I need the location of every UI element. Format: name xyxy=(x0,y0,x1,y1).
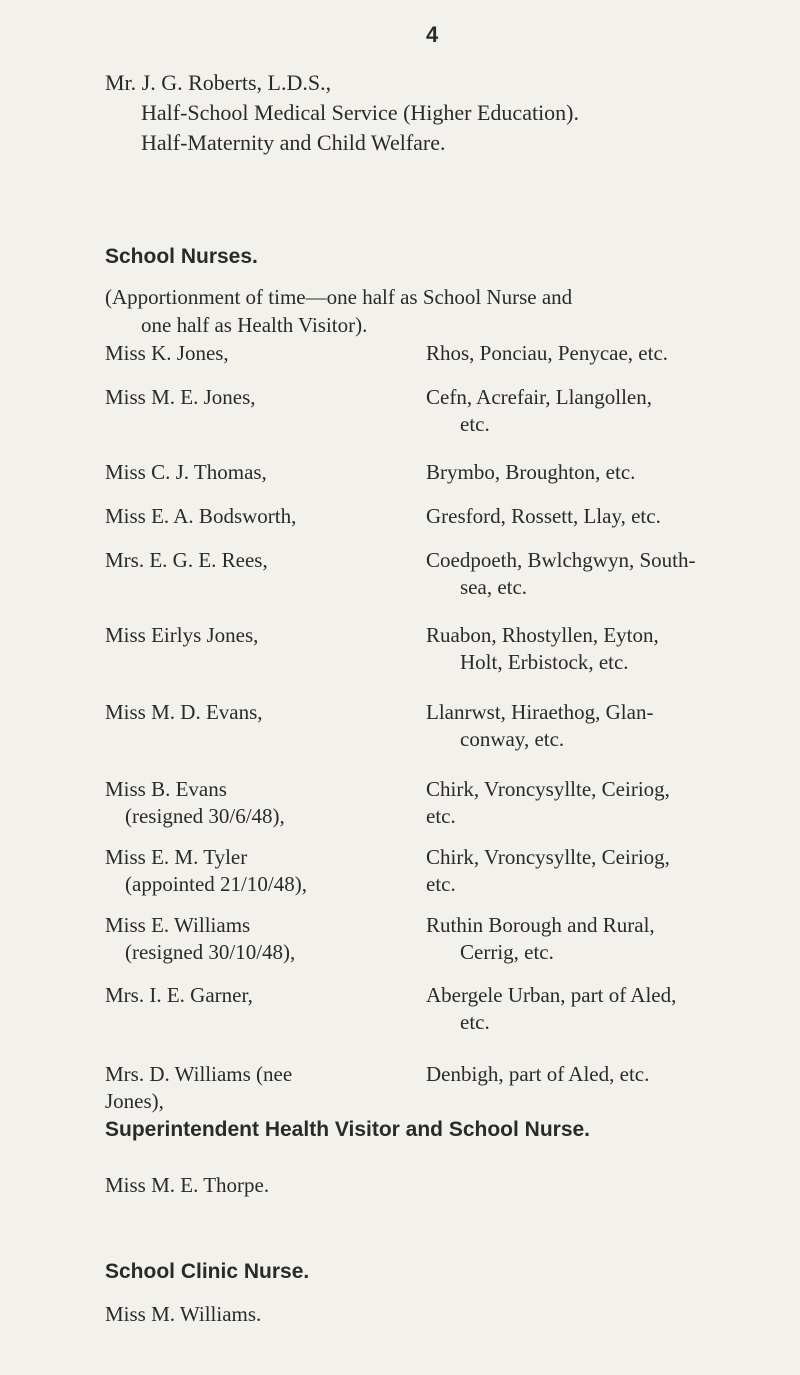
nurse-district-line-2: etc. xyxy=(460,412,490,436)
nurse-district xyxy=(426,384,795,459)
nurse-district-line-1: Chirk, Vroncysyllte, Ceiriog, xyxy=(426,845,670,869)
nurse-district: Denbigh, part of Aled, etc. xyxy=(426,1062,650,1086)
list-item xyxy=(105,699,795,776)
nurse-district-line-2: Cerrig, etc. xyxy=(460,940,554,964)
nurse-district: Brymbo, Broughton, etc. xyxy=(426,460,636,484)
nurse-name xyxy=(105,776,426,844)
nurse-district-line-1: Cefn, Acrefair, Llangollen, xyxy=(426,385,652,409)
superintendent-name: Miss M. E. Thorpe. xyxy=(105,1173,270,1197)
list-item xyxy=(105,384,795,459)
nurse-name xyxy=(105,912,426,982)
nurse-name: Miss C. J. Thomas, xyxy=(105,460,267,484)
nurse-name: Mrs. I. E. Garner, xyxy=(105,983,253,1007)
nurse-name: Miss M. E. Jones, xyxy=(105,385,256,409)
nurse-district xyxy=(426,699,795,776)
list-item xyxy=(105,459,795,503)
nurse-name xyxy=(105,844,426,912)
nurse-district xyxy=(426,912,795,982)
superintendent-heading: Superintendent Health Visitor and School Nurse. xyxy=(105,1118,591,1141)
nurse-district-line-1: Ruthin Borough and Rural, xyxy=(426,913,655,937)
nurse-district xyxy=(426,844,795,912)
nurse-district: Rhos, Ponciau, Penycae, etc. xyxy=(426,341,669,365)
school-nurses-heading: School Nurses. xyxy=(105,245,258,268)
list-item xyxy=(105,622,795,699)
nurse-district-line-2: sea, etc. xyxy=(460,575,528,599)
list-item xyxy=(105,982,795,1061)
list-item xyxy=(105,503,795,547)
list-item xyxy=(105,547,795,622)
nurse-district-line-1: Chirk, Vroncysyllte, Ceiriog, xyxy=(426,777,670,801)
nurse-name: Miss K. Jones, xyxy=(105,341,229,365)
nurse-name-line-1: Miss B. Evans xyxy=(105,777,227,801)
nurse-district-line-2: Holt, Erbistock, etc. xyxy=(460,650,629,674)
nurse-district xyxy=(426,982,795,1061)
nurse-name-line-1: Mrs. D. Williams (nee xyxy=(105,1062,293,1086)
intro-block xyxy=(105,68,579,158)
nurse-name: Miss M. D. Evans, xyxy=(105,700,263,724)
nurse-district-line-1: Abergele Urban, part of Aled, xyxy=(426,983,677,1007)
nurse-name-line-1: Miss E. M. Tyler xyxy=(105,845,248,869)
nurse-name-line-1: Miss E. Williams xyxy=(105,913,251,937)
nurse-district-line-2: etc. xyxy=(426,804,456,828)
nurse-district xyxy=(426,776,795,844)
nurse-district-line-1: Coedpoeth, Bwlchgwyn, South- xyxy=(426,548,696,572)
nurse-district-line-2: etc. xyxy=(426,872,456,896)
list-item xyxy=(105,1061,795,1121)
apportionment-note-line-1: (Apportionment of time—one half as School Nurse and xyxy=(105,285,573,309)
nurse-status: (resigned 30/10/48), xyxy=(125,940,296,964)
clinic-nurse-name: Miss M. Williams. xyxy=(105,1302,262,1326)
nurse-status: (appointed 21/10/48), xyxy=(125,872,307,896)
nurse-district xyxy=(426,547,795,622)
page-number: 4 xyxy=(426,22,439,47)
intro-duty-line-2: Half-Maternity and Child Welfare. xyxy=(141,130,446,155)
apportionment-note-line-2: one half as Health Visitor). xyxy=(141,313,368,337)
list-item xyxy=(105,844,795,912)
nurse-district-line-1: Ruabon, Rhostyllen, Eyton, xyxy=(426,623,659,647)
apportionment-note xyxy=(105,283,795,339)
list-item xyxy=(105,912,795,982)
list-item xyxy=(105,340,795,384)
clinic-nurse-heading: School Clinic Nurse. xyxy=(105,1260,310,1283)
nurse-status: (resigned 30/6/48), xyxy=(125,804,285,828)
nurse-name-line-2: Jones), xyxy=(105,1089,164,1113)
nurse-district-line-2: etc. xyxy=(460,1010,490,1034)
medical-officer-name: Mr. J. G. Roberts, L.D.S., xyxy=(105,70,332,95)
nurse-district xyxy=(426,622,795,699)
nurse-name xyxy=(105,1061,426,1121)
nurse-district-line-1: Llanrwst, Hiraethog, Glan- xyxy=(426,700,654,724)
nurse-district: Gresford, Rossett, Llay, etc. xyxy=(426,504,661,528)
intro-duty-line-1: Half-School Medical Service (Higher Education). xyxy=(141,100,580,125)
nurse-name: Miss E. A. Bodsworth, xyxy=(105,504,297,528)
nurse-name: Mrs. E. G. E. Rees, xyxy=(105,548,268,572)
nurse-name: Miss Eirlys Jones, xyxy=(105,623,259,647)
list-item xyxy=(105,776,795,844)
school-nurses-list xyxy=(105,340,795,1121)
nurse-district-line-2: conway, etc. xyxy=(460,727,565,751)
